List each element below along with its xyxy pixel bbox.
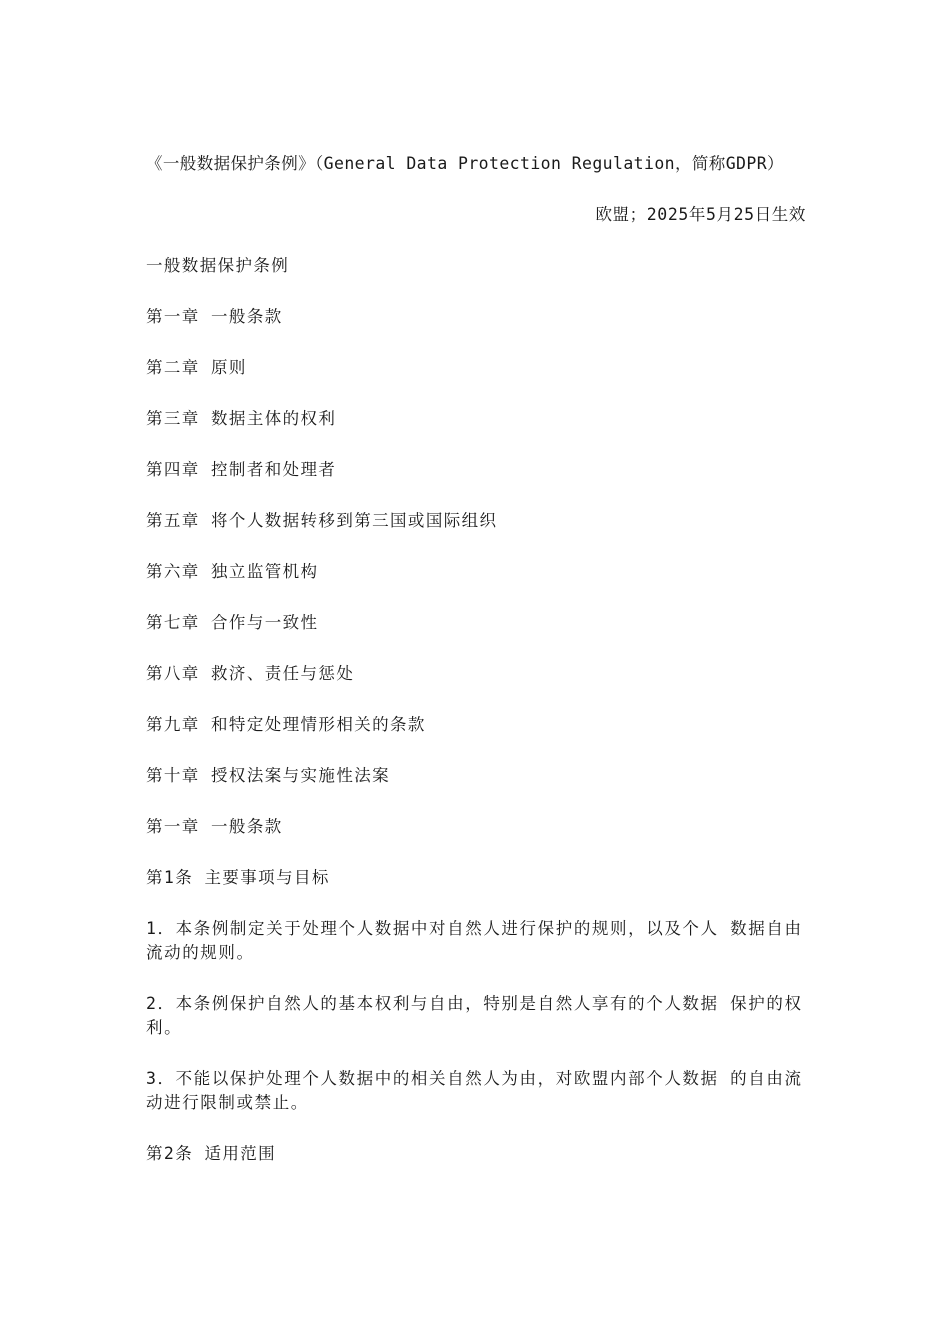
regulation-heading: 一般数据保护条例 xyxy=(146,256,290,275)
document-title: 《一般数据保护条例》（General Data Protection Regulation，简称GDPR） xyxy=(146,154,784,173)
article-paragraph: 2．本条例保护自然人的基本权利与自由，特别是自然人享有的个人数据 保护的权利。 xyxy=(146,994,803,1037)
article-paragraph: 1．本条例制定关于处理个人数据中对自然人进行保护的规则，以及个人 数据自由流动的规则。 xyxy=(146,919,803,962)
toc-item: 第九章 和特定处理情形相关的条款 xyxy=(146,715,426,734)
toc-item: 第三章 数据主体的权利 xyxy=(146,409,337,428)
toc-item: 第五章 将个人数据转移到第三国或国际组织 xyxy=(146,511,498,530)
toc-item: 第十章 授权法案与实施性法案 xyxy=(146,766,391,785)
toc-item: 第四章 控制者和处理者 xyxy=(146,460,337,479)
toc-item: 第二章 原则 xyxy=(146,358,247,377)
article-heading: 第1条 主要事项与目标 xyxy=(146,868,330,887)
toc-item: 第六章 独立监管机构 xyxy=(146,562,319,581)
chapter-heading: 第一章 一般条款 xyxy=(146,817,283,836)
effective-date: 欧盟；2025年5月25日生效 xyxy=(595,205,806,224)
toc-item: 第七章 合作与一致性 xyxy=(146,613,319,632)
toc-item: 第八章 救济、责任与惩处 xyxy=(146,664,355,683)
article-heading: 第2条 适用范围 xyxy=(146,1144,277,1163)
toc-item: 第一章 一般条款 xyxy=(146,307,283,326)
document-body xyxy=(146,254,808,1193)
article-paragraph: 3．不能以保护处理个人数据中的相关自然人为由，对欧盟内部个人数据 的自由流动进行限制或禁止。 xyxy=(146,1069,803,1112)
